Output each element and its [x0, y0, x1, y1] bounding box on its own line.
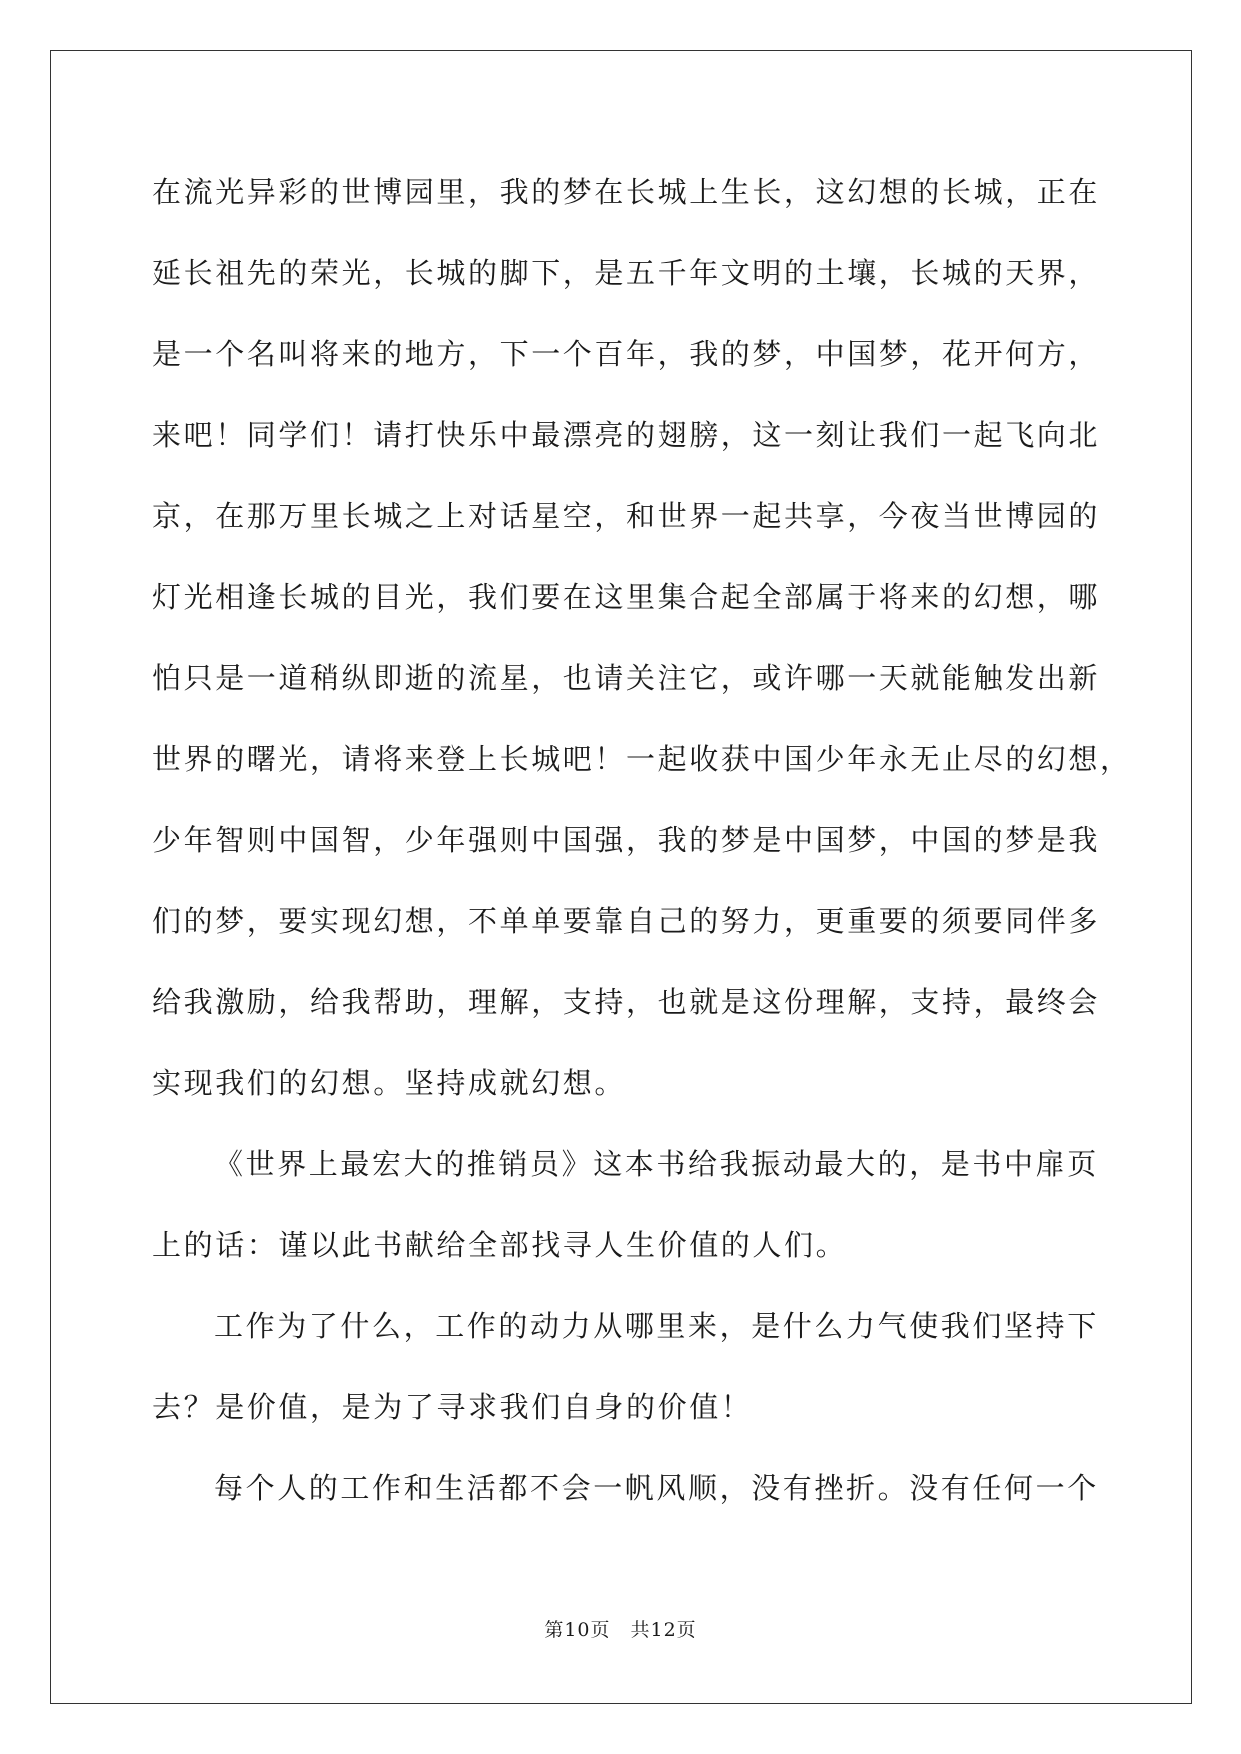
text-line: 怕只是一道稍纵即逝的流星，也请关注它，或许哪一天就能触发出新 — [152, 661, 1101, 695]
text-line: 少年智则中国智，少年强则中国强，我的梦是中国梦，中国的梦是我 — [152, 823, 1101, 857]
paragraph-start-line: 《世界上最宏大的推销员》这本书给我振动最大的，是书中扉页 — [214, 1147, 1099, 1181]
paragraph-start-line: 每个人的工作和生活都不会一帆风顺，没有挫折。没有任何一个 — [214, 1471, 1099, 1505]
text-line: 是一个名叫将来的地方，下一个百年，我的梦，中国梦，花开何方， — [152, 337, 1101, 371]
document-body — [152, 160, 1132, 1537]
text-line: 们的梦，要实现幻想，不单单要靠自己的努力，更重要的须要同伴多 — [152, 904, 1101, 938]
text-line: 灯光相逢长城的目光，我们要在这里集合起全部属于将来的幻想，哪 — [152, 580, 1101, 614]
text-line: 京，在那万里长城之上对话星空，和世界一起共享，今夜当世博园的 — [152, 499, 1101, 533]
text-line: 在流光异彩的世博园里，我的梦在长城上生长，这幻想的长城，正在 — [152, 175, 1101, 209]
text-line: 去？是价值，是为了寻求我们自身的价值！ — [152, 1390, 753, 1424]
text-line: 来吧！同学们！请打快乐中最漂亮的翅膀，这一刻让我们一起飞向北 — [152, 418, 1101, 452]
text-line: 延长祖先的荣光，长城的脚下，是五千年文明的土壤，长城的天界， — [152, 256, 1101, 290]
text-line: 上的话：谨以此书献给全部找寻人生价值的人们。 — [152, 1228, 848, 1262]
text-line: 给我激励，给我帮助，理解，支持，也就是这份理解，支持，最终会 — [152, 985, 1101, 1019]
paragraph-start-line: 工作为了什么，工作的动力从哪里来，是什么力气使我们坚持下 — [214, 1309, 1099, 1343]
text-line: 实现我们的幻想。坚持成就幻想。 — [152, 1066, 627, 1100]
text-line: 世界的曙光，请将来登上长城吧！一起收获中国少年永无止尽的幻想， — [152, 742, 1132, 776]
page-number-footer: 第10页 共12页 — [544, 1619, 697, 1641]
